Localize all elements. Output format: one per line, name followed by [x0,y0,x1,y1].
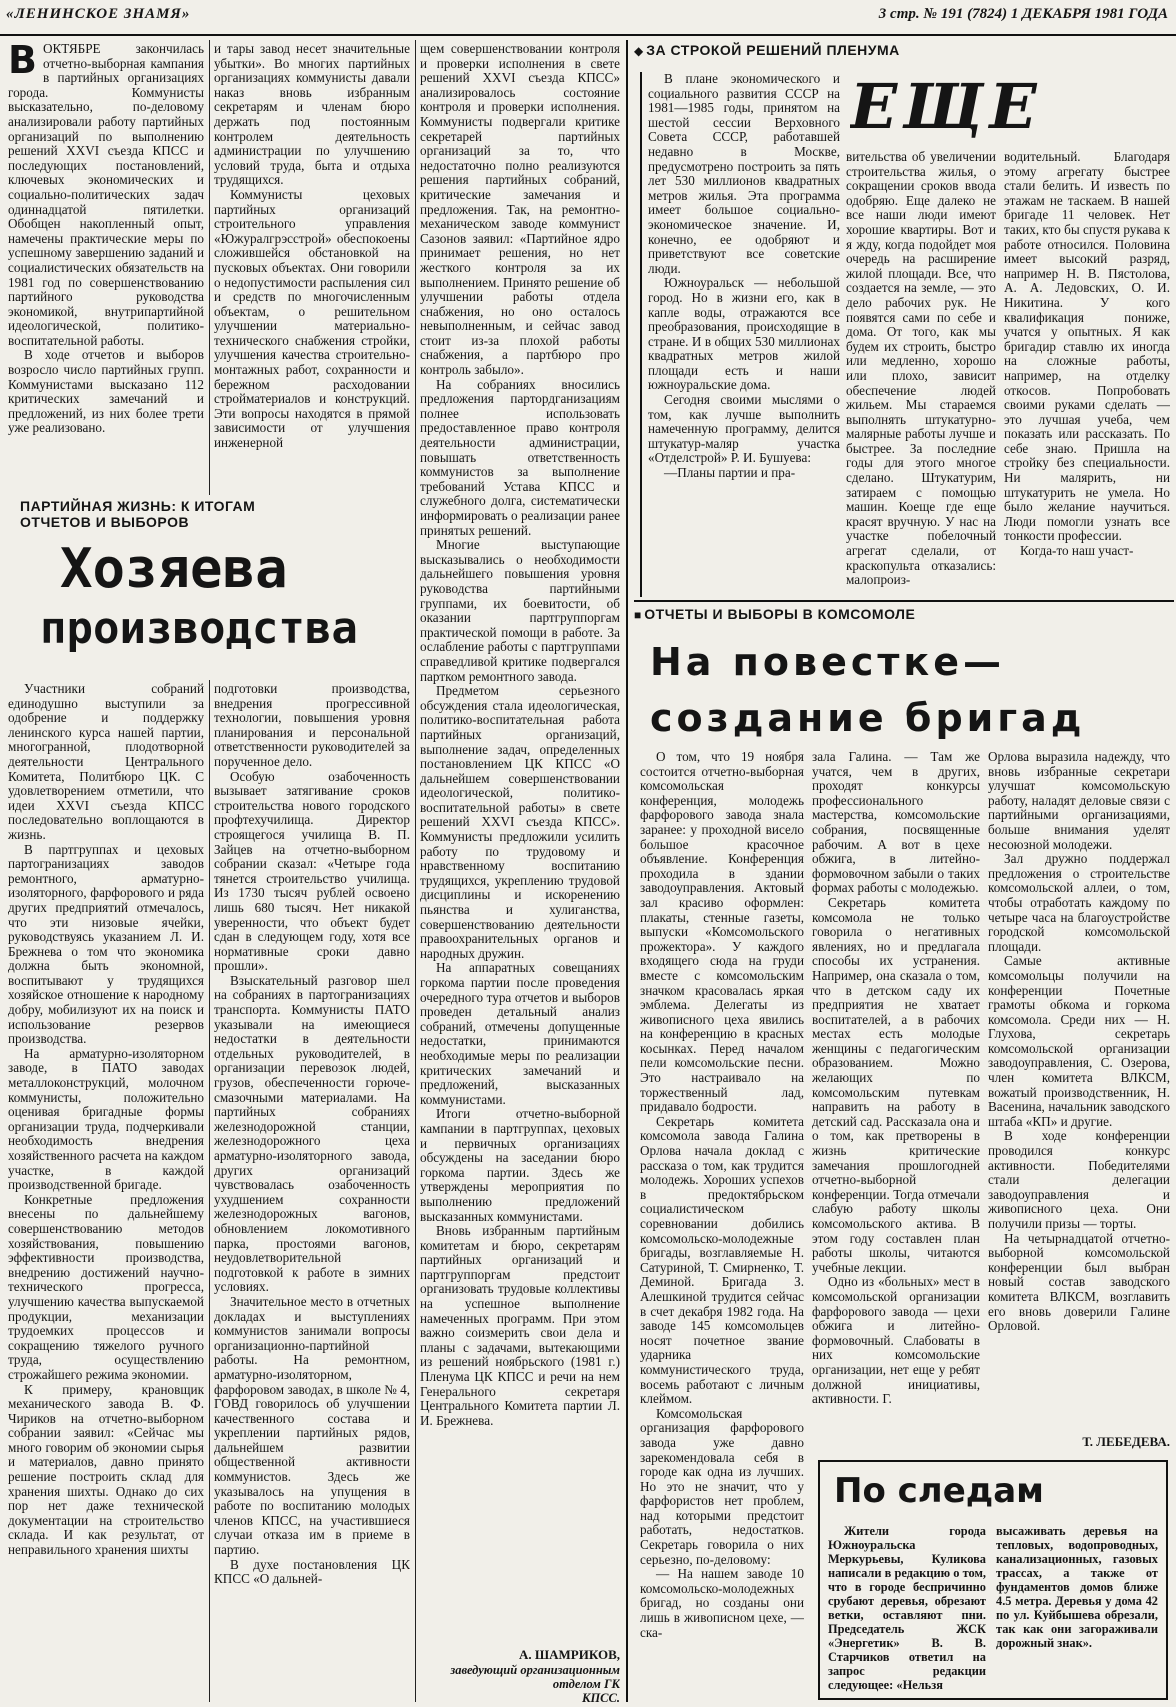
letter-box [818,1460,1168,1700]
plenum-rubric: ЗА СТРОКОЙ РЕШЕНИЙ ПЛЕНУМА [646,42,900,58]
komsomol-rubric: ОТЧЕТЫ И ВЫБОРЫ В КОМСОМОЛЕ [644,606,916,622]
article-text: Вновь избранным партийным комитетам и бюро, секретарям партийных организаций и партгруппоргам предстоит организовать трудовые коллективы на успешное выполнение намеченных программ. При этом важно соизмерить свои дела и планы с задачами, вытекающими из решений ноябрьского (1981 г.) Пленума ЦК КПСС и речи на нем Генерального секретаря Центрального Комитета партии Л. И. Брежнева. [420,1223,620,1428]
komsomol-text: Одно из «больных» мест в комсомольской организации фарфорового завода — цехи обжига и литейно-формовочный. Слабоваты в них комсомольские организации, нет еще у ребят должной инициативы, активности. Г. [812,1274,980,1407]
page-header [0,0,1176,36]
article-text: В духе постановления ЦК КПСС «О дальней- [214,1556,410,1587]
letter-headline: По следам [834,1471,1044,1511]
komsomol-rubric-wrap: ■ ОТЧЕТЫ И ВЫБОРЫ В КОМСОМОЛЕ [634,606,916,622]
column-rule [415,40,416,1702]
author-position-2: КПСС. [581,1691,620,1705]
author-position: заведующий организационным отделом ГК [450,1663,620,1691]
plenum-text: В плане экономического и социального развития СССР на 1981—1985 годы, принятом на шестой сессии Верховного Совета СССР, работавшей недавно в Москве, предусмотрено построить за пять лет 530 миллионов квадратных метров жилья. Эта программа имеет большое социально-экономическое значение. И, конечно, ее одобряют и приветствуют все советские люди. [648,72,840,276]
author-signature-block [420,1645,620,1705]
komsomol-text: В ходе конференции проводился конкурс активности. Победителями стали делегации заводоуправления и живописного цеха. Они получили призы — торты. [988,1128,1170,1231]
komsomol-headline-line1: На повестке— [650,640,1005,684]
plenum-text: —Планы партии и пра- [664,465,796,481]
komsomol-text: — На нашем заводе 10 комсомольско-молодежных бригад, но созданы они лишь в живописном цехе, — ска- [640,1566,804,1640]
article-text: и тары завод несет значительные убытки». Во многих партийных организациях коммунисты давали наказ вновь избранным секретарям и членам бюро держать под постоянным контролем деятельность администрации по улучшению условий труда, быта и отдыха трудящихся. [214,42,410,188]
plenum-text: вительства об увеличении строительства жилья, о сокращении сроков ввода одобряю. Еще далеко не все наши люди имеют хорошие квартиры. Вот и я жду, когда подойдет моя очередь на расширение жилой площади. Все, что создается на земле, — это дело рабочих рук. Не появятся сами по себе и дома. От того, как мы будем их строить, быстро или медленно, хорошо или плохо, зависит обеспечение людей жильем. Мы стараемся выполнять штукатурно-малярные работы лучше и быстрее. За последние годы для этого многое сделано. Штукатурим, затираем с помощью машин. Коеще где еще красят вручную. У нас на участке побелочный агрегат сделали, от краскопульта отказались: малопроиз- [846,150,996,588]
rubric-line: ОТЧЕТОВ И ВЫБОРОВ [20,514,190,530]
main-rubric [20,498,415,538]
plenum-headline: ЕЩЕ [850,70,1043,143]
komsomol-text: зала Галина. — Там же учатся, чем в других, проходят конкурсы профессионального мастерства, комсомольские собрания, посвященные рабочим. А вот в цехе обжига, в литейно-формовочном забыли о таких формах работы с молодежью. [812,750,980,896]
article-text: В партгруппах и цеховых партогранизациях заводов ремонтного, арматурно-изоляторного, фарфорового и ряда других предприятий отмечалось, что эти низовые ячейки, руководствуясь указанием Л. И. Брежнева о том что экономика должна быть экономной, воспитывают у трудящихся хозяйское отношение к народному добру, мобилизуют их на поиск и использование резервов производства. [8,841,204,1047]
komsomol-text: Секретарь комитета комсомола завода Галина Орлова начала доклад с рассказа о том, как трудится молодежь. Хороших успехов в предоктябрьском социалистическом соревновании добились комсомольско-молодежные бригады, возглавляемые Н. Сатуриной, Т. Смирненко, Т. Деминой. Бригада З. Алешкиной трудится сейчас в счет декабря 1982 года. На заводе 145 комсомольцев носят почетное звание ударника коммунистического труда, восемь работают с личным клеймом. [640,1113,804,1407]
article-col2-top [214,42,410,490]
main-headline-line1: Хозяева [60,540,288,600]
issue-line: 3 стр. № 191 (7824) 1 ДЕКАБРЯ 1981 ГОДА [878,6,1168,22]
main-headline-line2: производства [40,603,358,654]
article-text: Значительное место в отчетных докладах и выступлениях коммунистов занимали вопросы организационно-партийной работы. На ремонтном, арматурно-изоляторном, фарфоровом заводах, в школе № 4, ГОВД говорилось об улучшении качественного состава и укреплении партийных рядов, дальнейшем развитии общественной активности коммунистов. Здесь же указывалось на упущения в работе по воспитанию молодых членов КПСС, на участившиеся случаи отказа им в приеме в партию. [214,1293,410,1558]
drop-cap-letter: В [8,42,37,82]
article-text: Предметом серьезного обсуждения стала идеологическая, политико-воспитательная работа партийных организаций, выполнение задач, определенных постановлением ЦК КПСС «О дальнейшем совершенствовании идеологической, политико-воспитательной работы» в свете решений XXVI съезда КПСС». Коммунисты предложили усилить работу по трудовому и нравственному воспитанию трудящихся, укреплению трудовой дисциплины и искоренению пьянства и хулиганства, совершенствованию деятельности правоохранительных органов и народных дружин. [420,683,620,961]
article-text: На арматурно-изоляторном заводе, в ПАТО заводах металлоконструкций, молочном коммунисты, положительно оценивая бригадные формы организации труда, подчеркивали необходимость внедрения хозяйственного расчета на каждом участке, в каждой производственной бригаде. [8,1045,204,1193]
rubric-line: ПАРТИЙНАЯ ЖИЗНЬ: К ИТОГАМ [20,498,256,514]
article-text: Взыскательный разговор шел на собраниях в партогранизациях транспорта. Коммунисты ПАТО указывали на имеющиеся недостатки в деятельности отдельных руководителей, в организации перевозок людей, грузов, обеспеченности горюче-смазочными материалами. На партийных собраниях железнодорожной станции, железнодорожного цеха арматурно-изоляторного завода, других организаций чувствовалась озабоченность ухудшением сохранности железнодорожных вагонов, обновлением локомотивного парка, простоями вагонов, неудовлетворительной подготовкой к работе в зимних условиях. [214,972,410,1295]
plenum-rubric-wrap: ◆ ЗА СТРОКОЙ РЕШЕНИЙ ПЛЕНУМА [634,42,900,58]
author-name: А. ШАМРИКОВ, [518,1647,620,1662]
lead-paragraph-block [8,42,204,490]
article-text: Особую озабоченность вызывает затягивание сроков строительства нового городского профтехучилища. Директор строящегося училища В. П. Зайцев на отчетно-выборном собрании сказал: «Четыре года тянется строительство училища. Из 1730 тысяч рублей освоено лишь 680 тысяч. Нет никакой уверенности, что объект будет сдан в следующем году, хотя все нормативные сроки давно прошли». [214,768,410,974]
plenum-col1 [640,72,840,597]
plenum-col2 [846,150,996,595]
lead-text-2: В ходе отчетов и выборов возросло число партийных групп. Коммунистами высказано 112 критических замечаний и предложений, из них более трети уже реализовано. [8,347,204,436]
plenum-text: водительный. Благодаря этому агрегату быстрее стали белить. И известь по этажам не таскаем. В нашей бригаде 11 человек. Нет таких, кто бы спустя рукава к работе относился. Половина имеет высокий разряд, например Н. В. Пястолова, А. А. Ледовских, О. И. Никитина. У кого квалификация пониже, учатся у опытных. Я как бригадир ставлю их иногда на сложные работы, например, на отделку откосов. Попробовать своими руками сделать — это лучшая учеба, чем показать или рассказать. По себе знаю. Пришла на стройку без специальности. Ни малярить, ни штукатурить не умела. Но было желание научиться. Люди помогли узнать все тонкости профессии. [1004,150,1170,544]
article-text: Коммунисты цеховых партийных организаций строительного управления «Южуралгрэсстрой» обеспокоены сложившейся обстановкой на пусковых объектах. Они говорили о недопустимости распыления сил и средств по многочисленным объектам, о решительном улучшении материально-технического снабжения стройки, улучшения качества строительно-монтажных работ, сохранности и бережном расходовании стройматериалов и конструкций. Эти вопросы находятся в прямой зависимости от улучшения инженерной [214,186,410,451]
plenum-text: Сегодня своими мыслями о том, как лучше выполнить намеченную программу, делится штукатур-маляр участка «Отделстрой» Р. И. Бушуева: [648,392,840,466]
article-col3 [420,42,620,1642]
article-col1-bottom [8,682,204,1702]
plenum-col3 [1004,150,1170,595]
article-text: На собраниях вносились предложения партордганизациям полнее использовать предоставленное право контроля деятельности администрации, повышать ответственность коммунистов за выполнение требований Устава КПСС и служебного долга, систематически информировать о реализации ранее принятых решений. [420,376,620,538]
article-text: К примеру, крановщик механического завода В. Ф. Чириков на отчетно-выборном собрании заявил: «Сейчас мы много говорим об экономии сырья и материалов, давно принято решение построить склад для хранения шихты. Однако до сих пор нет даже технической документации на строительство склада. И как результат, от неправильного хранения шихты [8,1381,204,1558]
article-text: Итоги отчетно-выборной кампании в партгруппах, цеховых и первичных организациях обсуждены на заседании бюро горкома партии. Здесь же утверждены мероприятия по выполнению предложений высказанных коммунистами. [420,1106,620,1224]
komsomol-text: Зал дружно поддержал предложения о строительстве комсомольской аллеи, о том, чтобы отработать каждому по четыре часа на благоустройстве городской комсомольской площади. [988,851,1170,954]
plenum-text: Южноуральск — небольшой город. Но в жизни его, как в капле воды, отражаются все преобразования, происходящие в стране. И в общих 530 миллионах квадратных метров жилой площади есть и наши южноуральские дома. [648,275,840,393]
plenum-text: Когда-то наш участ- [1020,543,1134,559]
newspaper-title: «ЛЕНИНСКОЕ ЗНАМЯ» [6,6,191,22]
letter-col1 [828,1524,986,1696]
section-rule [626,40,628,1702]
article-col2-bottom [214,682,410,1702]
article-text: Участники собраний единодушно выступили за одобрение и поддержку ленинского курса нашей партии, многогранной, плодотворной деятельности Центрального Комитета, Политбюро ЦК. С удовлетворением отметили, что идеи XXVI съезда КПСС последовательно воплощаются в жизнь. [8,682,204,842]
article-text: подготовки производства, внедрения прогрессивной технологии, повышения уровня планирования и персональной ответственности руководителей за порученное дело. [214,682,410,769]
komsomol-author: Т. ЛЕБЕДЕВА. [1082,1434,1170,1449]
komsomol-col2 [812,750,980,1450]
article-text: Многие выступающие высказывались о необходимости дальнейшего повышения уровня руководства партийными группами, их боевитости, об оказании партгруппоргам практической помощи в работе. За ослабление работы с партгруппами справедливой критике подвергался партком ремонтного завода. [420,537,620,684]
komsomol-text: О том, что 19 ноября состоится отчетно-выборная комсомольская конференция, молодежь фарфорового завода знала заранее: у проходной висело большое красочное объявление. Конференция проходила в здании заводоуправления. Актовый зал красиво оформлен: плакаты, стенные газеты, выпуски «Комсомольского прожектора». У каждого входящего сюда на груди вместе с комсомольским значком красовалась яркая эмблема. Делегаты из живописного цеха явились на конференцию в красных косынках. Перед началом пели комсомольские песни. Это настраивало на торжественный лад, придавало бодрости. [640,750,804,1115]
lead-text: ОКТЯБРЕ закончилась отчетно-выборная кампания в партийных организациях города. Коммунисты высказательно, по-деловому анализировали работу партийных организаций по выполнению решений XXVI съезда КПСС и последующих постановлений, ключевых экономических и социально-политических задач одиннадцатой пятилетки. Обобщен накопленный опыт, намечены практические меры по успешному завершению заданий и социалистических обязательств на 1981 год по совершенствованию партийного руководства экономикой, внутрипартийной идеологической, политико-воспитательной работы. [8,42,204,348]
komsomol-text: Самые активные комсомольцы получили на конференции Почетные грамоты обкома и горкома комсомола. Среди них — Н. Глухова, секретарь комсомольской организации заводоуправления, С. Озерова, член комитета ВЛКСМ, вожатый производственник, Н. Васенина, начальник заводского штаба «КП» и другие. [988,953,1170,1129]
komsomol-text: Секретарь комитета комсомола не только говорила о негативных явлениях, но и предлагала способы их устранения. Например, она сказала о том, что в детском саду их предприятия не хватает воспитателей, а в рабочих местах есть молодые женщины с педагогическим образованием. Можно желающих по комсомольским путевкам направить на работу в детский сад. Рассказала она и о том, как претворены в жизнь критические замечания прошлогодней отчетно-выборной конференции. Тогда отмечали слабую работу школы комсомольского актива. В этом году составлен план работы школы, читаются учебные лекции. [812,894,980,1275]
column-rule [209,40,210,495]
letter-col2 [996,1524,1158,1696]
section-rule-horizontal [634,600,1174,602]
komsomol-col3 [988,750,1170,1430]
komsomol-headline-line2: создание бригад [650,696,1086,740]
article-text: На аппаратных совещаниях горкома партии после проведения очередного тура отчетов и выборов проведен детальный анализ собраний, отмечены допущенные недостатки, принимаются необходимые меры по реализации критических замечаний и предложений, высказанных коммунистами. [420,960,620,1107]
komsomol-text: На четырнадцатой отчетно-выборной комсомольской конференции был выбран новый состав заводского комитета ВЛКСМ, возглавить его вновь доверили Галине Орловой. [988,1230,1170,1334]
komsomol-col1 [640,750,804,1705]
letter-text: Жители города Южноуральска Меркурьевы, Куликова написали в редакцию о том, что в городе беспричинно срубают деревья, обрезают ветки, оставляют пни. Председатель ЖСК «Энергетик» В. В. Старчиков ответил на запрос редакции следующее: «Нельзя [828,1524,986,1692]
column-rule [209,680,210,1702]
komsomol-text: Орлова выразила надежду, что вновь избранные секретари улучшат комсомольскую работу, наладят деловые связи с партийными организациями, больше внимания уделят несоюзной молодежи. [988,750,1170,852]
article-text: щем совершенствовании контроля и проверки исполнения в свете решений XXVI съезда КПСС» анализировалось состояние контроля и проверки исполнения. Коммунисты подвергали критике секретарей партийных организаций за то, что недостаточно полно реализуются решения партийных собраний, критические замечания и предложения. Так, на ремонтно-механическом заводе коммунист Сазонов заявил: «Партийное ядро принимает решения, но нет жесткого контроля за их выполнением. Принято решение об улучшении работы отдела снабжения, но оно осталось невыполненным, и сейчас завод стоит из-за плохой работы снабжения, а партбюро про контроль забыло». [420,42,620,378]
article-text: Конкретные предложения внесены по дальнейшему совершенствованию методов хозяйствования, повышению эффективности производства, внедрению достижений научно-технического прогресса, улучшению качества выпускаемой продукции, механизации трудоемких процессов и сокращению тяжелого ручного труда, осуществлению строжайшего режима экономии. [8,1191,204,1382]
komsomol-text: Комсомольская организация фарфорового завода уже давно зарекомендовала себя в городе как одна из лучших. Но это не значит, что у фарфористов нет проблем, над которыми предстоит работать, недостатков. Секретарь говорила о них серьезно, по-деловому: [640,1405,804,1567]
letter-text: высаживать деревья на тепловых, водопроводных, канализационных, газовых трассах, а также от фундаментов домов ближе 4.5 метра. Деревья у дома 42 по ул. Куйбышева обрезали, так как они загораживали дорожный знак». [996,1524,1158,1650]
